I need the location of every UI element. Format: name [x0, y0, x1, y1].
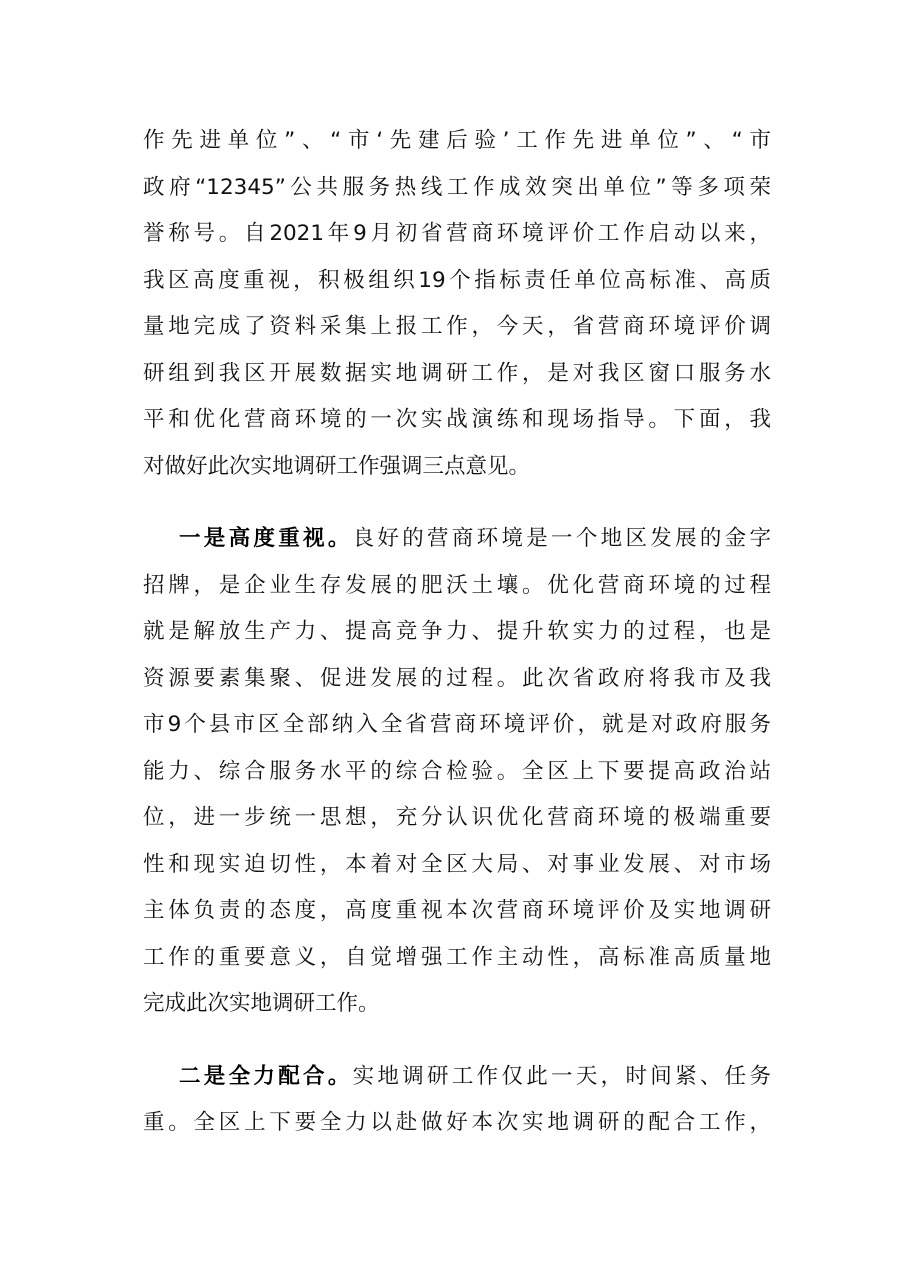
text-line: 工作的重要意义，自觉增强工作主动性，高标准高质量地 — [143, 944, 771, 970]
paragraph-intro — [143, 118, 771, 490]
text-line: 主体负责的态度，高度重视本次营商环境评价及实地调研 — [143, 898, 771, 923]
text-line: 重。全区上下要全力以赴做好本次实地调研的配合工作， — [143, 1110, 771, 1135]
text-line: 性和现实迫切性，本着对全区大局、对事业发展、对市场 — [143, 851, 771, 877]
text-line: 研组到我区开展数据实地调研工作，是对我区窗口服务水 — [143, 360, 771, 386]
paragraph-first-line — [143, 516, 771, 563]
text-line: 量地完成了资料采集上报工作，今天，省营商环境评价调 — [143, 314, 771, 339]
text-line: 作先进单位”、“市‘先建后验’工作先进单位”、“市 — [143, 128, 771, 153]
text-line: 完成此次实地调研工作。 — [143, 991, 380, 1016]
text-line: 我区高度重视，积极组织19个指标责任单位高标准、高质 — [143, 267, 771, 293]
paragraph-point-one — [143, 516, 771, 1028]
text-line: 市9个县市区全部纳入全省营商环境评价，就是对政府服务 — [143, 712, 771, 737]
paragraph-first-line — [143, 1054, 771, 1101]
text-line: 资源要素集聚、促进发展的过程。此次省政府将我市及我 — [143, 665, 771, 691]
paragraph-spacer — [143, 490, 771, 516]
document-body — [143, 118, 771, 1147]
paragraph-spacer — [143, 1028, 771, 1054]
text-line: 政府“12345”公共服务热线工作成效突出单位”等多项荣 — [143, 174, 771, 200]
text-line: 对做好此次实地调研工作强调三点意见。 — [143, 453, 531, 479]
text-line: 位，进一步统一思想，充分认识优化营商环境的极端重要 — [143, 805, 771, 830]
text-line: 就是解放生产力、提高竞争力、提升软实力的过程，也是 — [143, 619, 771, 644]
point-heading: 一是高度重视。 — [179, 526, 353, 551]
text-line: 平和优化营商环境的一次实战演练和现场指导。下面，我 — [143, 407, 771, 432]
text-line: 能力、综合服务水平的综合检验。全区上下要提高政治站 — [143, 758, 771, 784]
text-line: 招牌，是企业生存发展的肥沃土壤。优化营商环境的过程 — [143, 572, 771, 598]
point-text: 实地调研工作仅此一天，时间紧、任务 — [352, 1063, 771, 1089]
point-text: 良好的营商环境是一个地区发展的金字 — [352, 526, 771, 551]
text-line: 誉称号。自2021年9月初省营商环境评价工作启动以来， — [143, 221, 771, 246]
point-heading: 二是全力配合。 — [179, 1063, 353, 1089]
paragraph-point-two — [143, 1054, 771, 1147]
